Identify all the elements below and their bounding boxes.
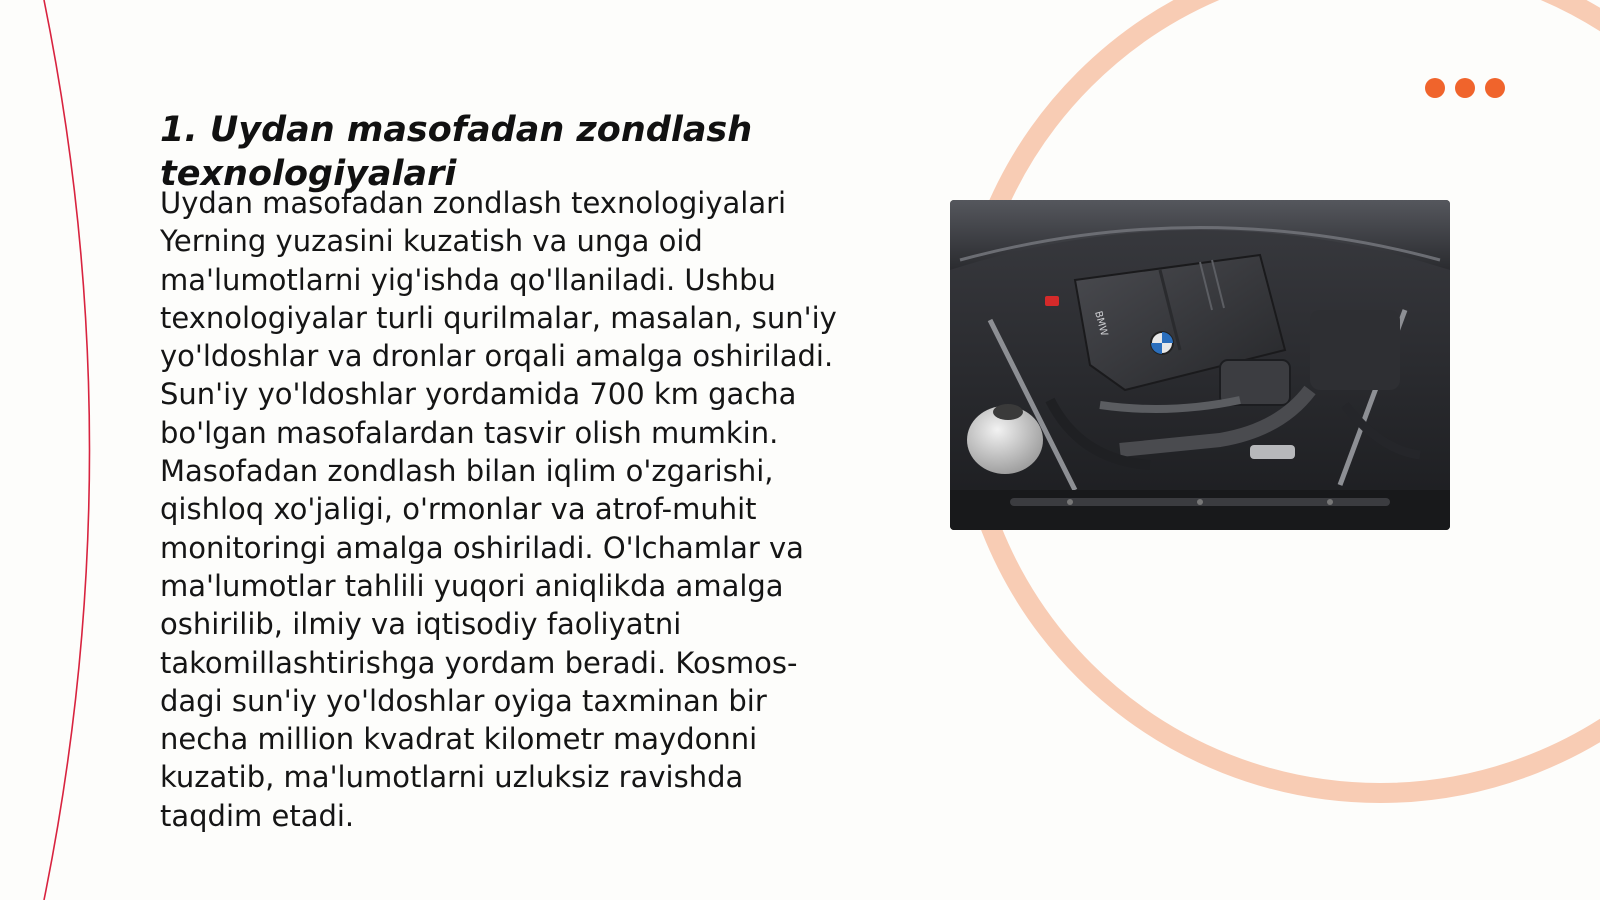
menu-dots: [1425, 78, 1505, 98]
engine-badge: BMW: [1092, 309, 1110, 338]
decorative-red-curve: [44, 0, 90, 900]
dot-icon: [1455, 78, 1475, 98]
dot-icon: [1425, 78, 1445, 98]
engine-photo: [950, 200, 1450, 530]
slide-body-text: Uydan masofadan zondlash texnologiyalari Yerning yuzasini kuzatish va unga oid ma'lumotlarni yig'ishda qo'llaniladi. Ushbu texnologiyalar turli qurilmalar, masalan, sun'iy yo'ldoshlar va dronlar orqali amalga oshiriladi. Sun'iy yo'ldoshlar yordamida 700 km gacha bo'lgan masofalardan tasvir olish mumkin. Masofadan zondlash bilan iqlim o'zgarishi, qishloq xo'jaligi, o'rmonlar va atrof-muhit monitoringi amalga oshiriladi. O'lchamlar va ma'lumotlar tahlili yuqori aniqlikda amalga oshirilib, ilmiy va iqtisodiy faoliyatni takomillashtirishga yordam beradi. Kosmos-dagi sun'iy yo'ldoshlar oyiga taxminan bir necha million kvadrat kilometr maydonni kuzatib, ma'lumotlarni uzluksiz ravishda taqdim etadi.: [160, 186, 837, 833]
slide-title: 1. Uydan masofadan zondlash texnologiyalari: [160, 110, 753, 194]
dot-icon: [1485, 78, 1505, 98]
